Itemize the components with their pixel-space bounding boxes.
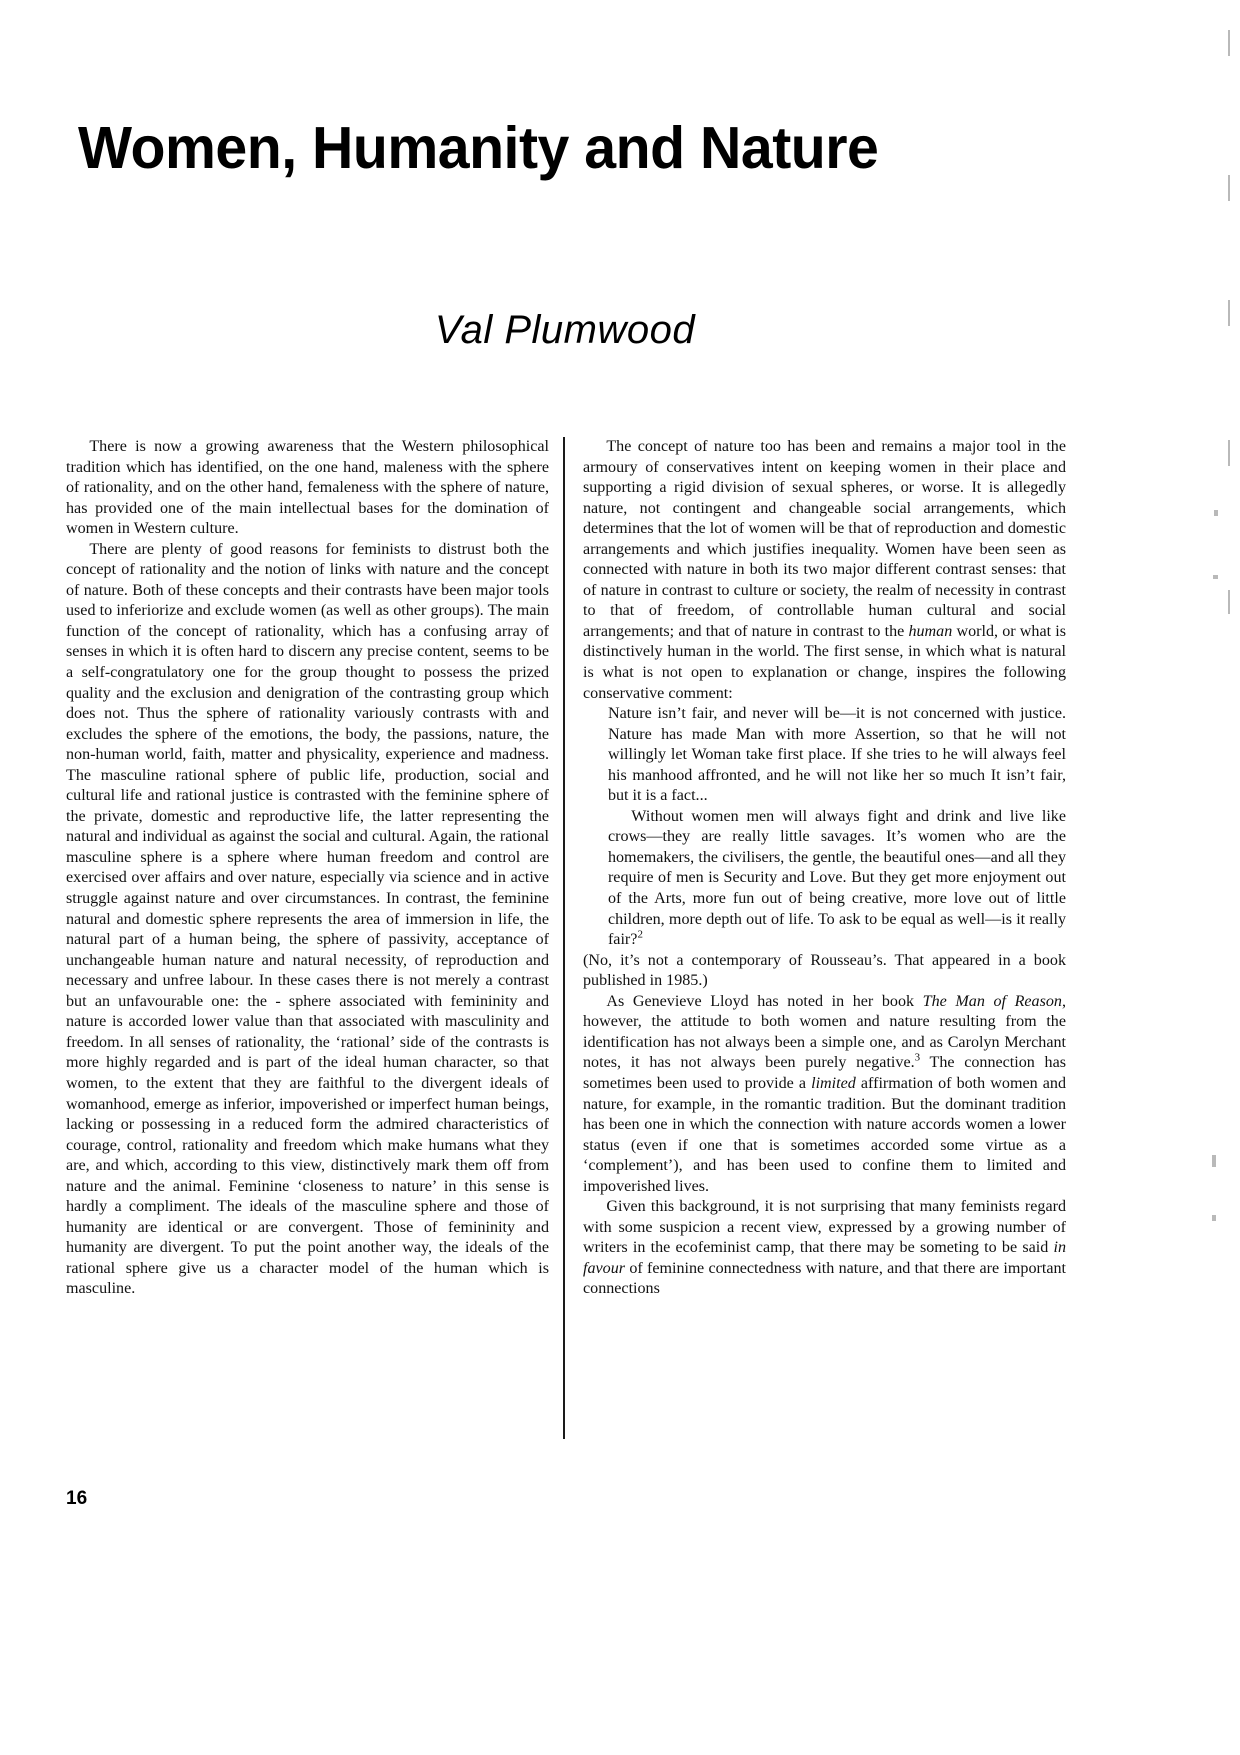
conservative-quotation — [583, 704, 1066, 951]
quote-paragraph — [608, 807, 1066, 951]
page-number: 16 — [66, 1488, 88, 1509]
italic-term-limited: limited — [811, 1074, 856, 1092]
text-run: The concept of nature too has been and remains a major tool in the armoury of conservatives intent on keeping women in their place and supporting a rigid division of sexual spheres, or worse. It is allegedly nature, not contingent and changeable social arrangements, which determines that the lot of women will be that of reproduction and domestic arrangements and which justifies inequality. Women have been seen as connected with nature in both its two major different contrast senses: that of nature in contrast to culture or society, the realm of necessity in contrast to that of freedom, of controllable human cultural and social arrangements; and that of nature in contrast to the — [583, 438, 1066, 640]
paragraph-ecofeminist-view — [583, 1197, 1066, 1300]
quote-paragraph: Nature isn’t fair, and never will be—it is not concerned with justice. Nature has made Man with more Assertion, so that he will not willingly let Woman take first place. If she tries to he will always feel his manhood affronted, and he will not like her so much It isn’t fair, but it is a fact... — [607, 705, 1066, 805]
author-byline: Val Plumwood — [434, 308, 696, 352]
paragraph-genevieve-lloyd — [583, 992, 1066, 1197]
text-run: world, or what is distinctively human in the world. The first sense, in which what is natural is what is not open to explanation or change, inspires the following conservative comment: — [583, 622, 1066, 702]
column-left — [66, 437, 561, 1300]
page-title: Women, Humanity and Nature — [78, 114, 879, 181]
text-run: Without women men will always fight and drink and live like crows—they are really little savages. It’s women who are the homemakers, the civilisers, the gentle, the beautiful ones—and all they require of men is Security and Love. But they get more enjoyment out of the Arts, more fun out of being creative, more love out of little children, more depth out of life. To ask to be equal as well—is it really fair? — [607, 807, 1066, 949]
text-run: of feminine connectedness with nature, and that there are important connections — [583, 1259, 1066, 1298]
footnote-marker-3: 3 — [914, 1052, 921, 1065]
footnote-marker-2: 2 — [637, 928, 643, 941]
text-run: Given this background, it is not surprising that many feminists regard with some suspicion a recent view, expressed by a growing number of writers in the ecofeminist camp, that there may be someting to be said — [583, 1198, 1066, 1257]
text-run: affirmation of both women and nature, for example, in the romantic tradition. But the dominant tradition has been one in which the connection with nature accords women a lower status (even if one that is sometimes accorded some virtue as a ‘complement’), and has been used to confine them to limited and impoverished lives. — [583, 1074, 1066, 1195]
scan-artifacts — [1170, 0, 1240, 1755]
text-run: The connection has sometimes been used to provide a — [583, 1054, 1066, 1092]
paragraph: There are plenty of good reasons for feminists to distrust both the concept of rationality and the notion of links with nature and the concept of nature. Both of these concepts and their contrasts have been major tools used to inferiorize and exclude women (as well as other groups). The main function of the concept of rationality, which has a confusing array of senses in which it is often hard to discern any precise content, seems to be a self-congratulatory one for the group thought to possess the prized quality and the exclusion and denigration of the contrasting group which does not. Thus the sphere of rationality variously contrasts with and excludes the sphere of the emotions, the body, the passions, nature, the non-human world, faith, matter and physicality, experience and madness. The masculine rational sphere of public life, production, social and cultural life and rational justice is contrasted with the feminine sphere of the private, domestic and reproductive life, the latter representing the natural and individual as against the social and cultural. Again, the rational masculine sphere is a sphere where human freedom and control are exercised over affairs and over nature, especially via science and in active struggle against nature and over circumstances. In contrast, the feminine natural and domestic sphere represents the area of immersion in life, the natural part of a human being, the sphere of passivity, acceptance of unchangeable human nature and natural necessity, of reproduction and necessary and unfree labour. In these cases there is not merely a contrast but an unfavourable one: the - sphere associated with femininity and nature is accorded lower value than that associated with masculinity and freedom. In all senses of rationality, the ‘rational’ side of the contrasts is more highly regarded and is part of the ideal human character, so that women, to the extent that they are faithful to the divergent ideals of womanhood, emerge as inferior, impoverished or imperfect human beings, lacking or possessing in a reduced form the admired characteristics of courage, control, rationality and freedom which make humans what they are, and which, according to this view, distinctively mark them off from nature and the animal. Feminine ‘closeness to nature’ in this sense is hardly a compliment. The ideals of the masculine sphere and those of humanity are identical or are convergent. Those of femininity and humanity are divergent. To put the point another way, the ideals of the rational sphere give us a character model of the human which is masculine. — [66, 540, 549, 1298]
paragraph-nature-concept — [583, 437, 1066, 704]
column-right — [567, 437, 1066, 1300]
paragraph-aside-rousseau: (No, it’s not a contemporary of Rousseau’s. That appeared in a book published in 1985.) — [583, 951, 1066, 990]
body-columns — [66, 437, 1066, 1442]
italic-term-human: human — [908, 622, 953, 640]
paragraph: There is now a growing awareness that the Western philosophical tradition which has identified, on the one hand, maleness with the sphere of rationality, and on the other hand, femaleness with the sphere of nature, has provided one of the main intellectual bases for the domination of women in Western culture. — [66, 438, 549, 538]
italic-book-title-the-man-of-reason: The Man of Reason — [922, 992, 1062, 1010]
italic-term-in-favour: in favour — [583, 1239, 1066, 1277]
text-run: , however, the attitude to both women and nature resulting from the identification has not always been a simple one, and as Carolyn Merchant notes, it has not always been purely negative. — [583, 992, 1066, 1072]
text-run: As Genevieve Lloyd has noted in her book — [606, 992, 923, 1010]
column-divider-rule — [563, 437, 565, 1439]
